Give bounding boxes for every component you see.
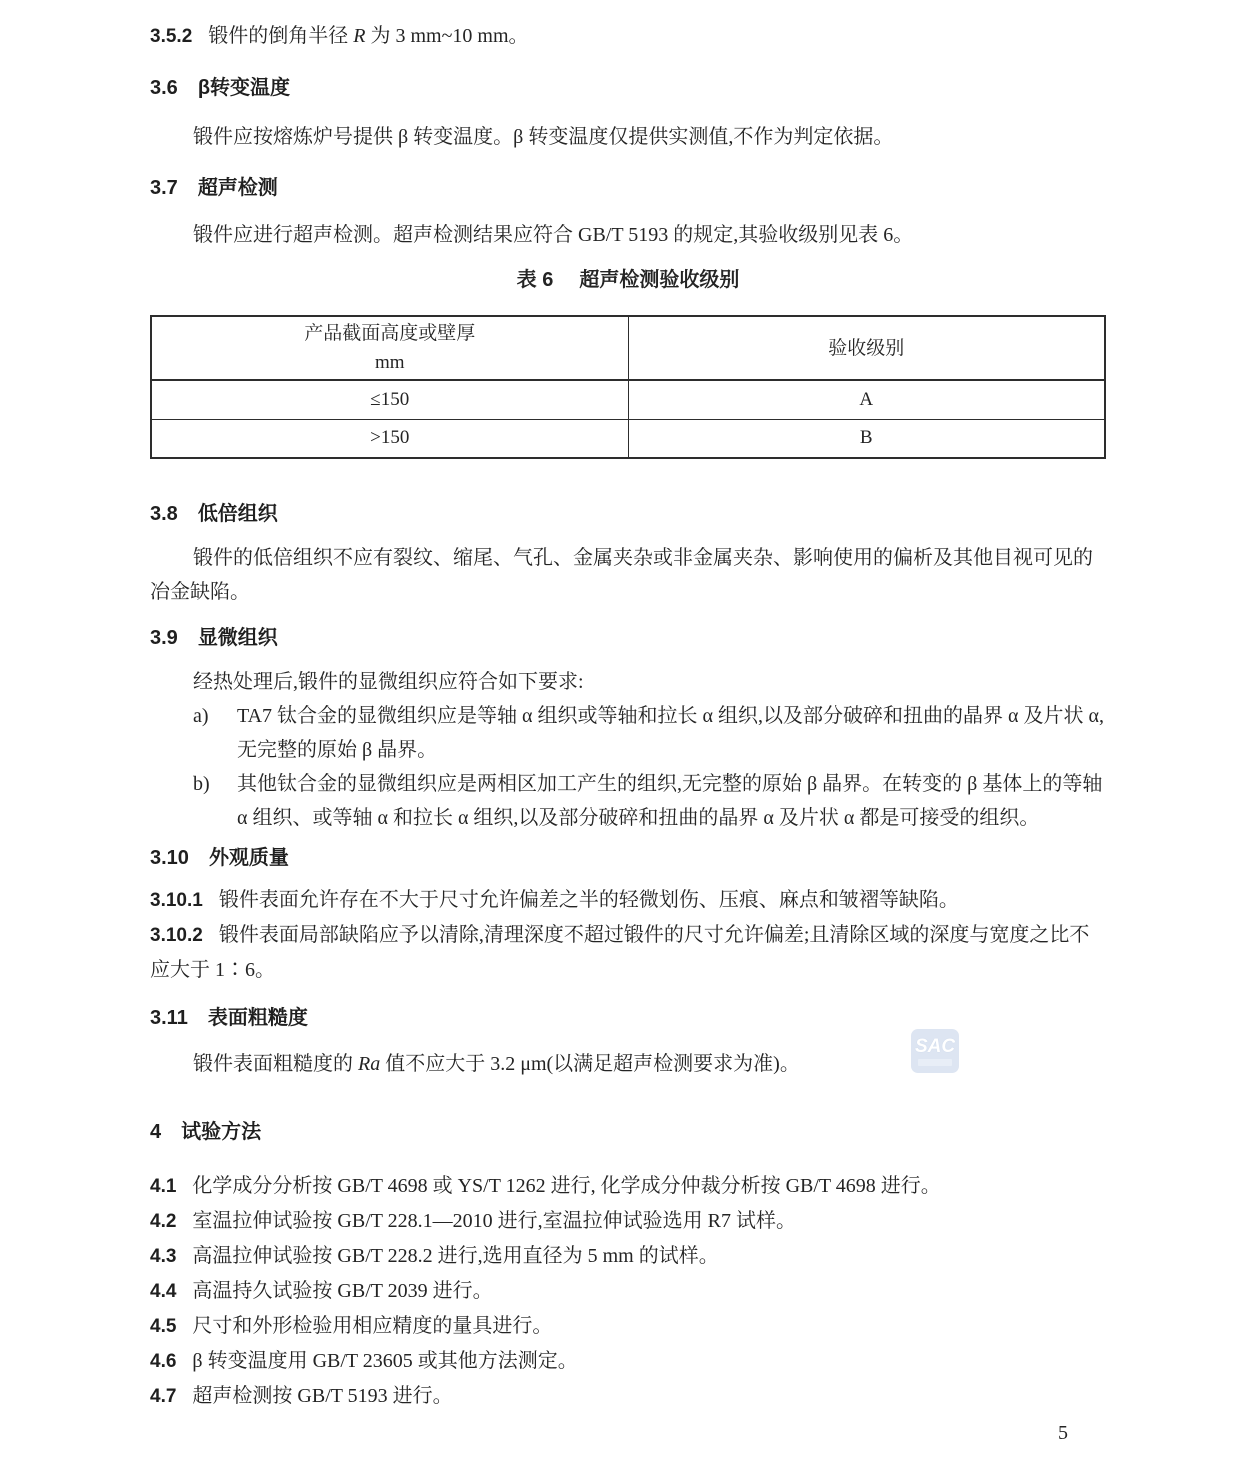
sac-watermark-bar [918,1059,952,1066]
clause-text: 室温拉伸试验按 GB/T 228.1—2010 进行,室温拉伸试验选用 R7 试样。 [192,1210,796,1232]
clause-number: 4.7 [150,1386,177,1407]
clause-number: 4.3 [150,1246,177,1267]
section-number: 3.6 [150,77,178,99]
clause-text: 超声检测按 GB/T 5193 进行。 [192,1385,453,1407]
clause-3-10-2 [150,918,1106,987]
section-title: 外观质量 [208,847,289,869]
section-heading-3-10 [150,845,1106,871]
list-text-a: TA7 钛合金的显微组织应是等轴 α 组织或等轴和拉长 α 组织,以及部分破碎和扭曲的晶界 α 及片状 α,无完整的原始 β 晶界。 [237,705,1104,761]
table-6-label: 表 6 [516,269,554,291]
section-number: 4 [150,1121,162,1143]
table-6-col1-header-line2: mm [374,352,405,373]
clause-4-7 [150,1379,1106,1414]
clause-number: 3.10.2 [150,925,203,946]
section-4-clauses [150,1169,1106,1414]
section-number: 3.9 [150,627,178,649]
paragraph-3-9: 经热处理后,锻件的显微组织应符合如下要求: [193,671,584,693]
section-heading-3-8 [150,501,1106,527]
table-6-title: 超声检测验收级别 [579,269,740,291]
table-6-col1-header [151,316,628,380]
clause-text: 高温持久试验按 GB/T 2039 进行。 [192,1280,493,1302]
section-title: 显微组织 [197,627,278,649]
paragraph-3-6: 锻件应按熔炼炉号提供 β 转变温度。β 转变温度仅提供实测值,不作为判定依据。 [193,126,894,148]
table-6-col1-header-line1: 产品截面高度或壁厚 [304,323,476,344]
variable-ra: Ra [358,1053,381,1075]
paragraph-3-7: 锻件应进行超声检测。超声检测结果应符合 GB/T 5193 的规定,其验收级别见表 6。 [193,224,914,246]
page-content [150,22,1106,1414]
section-heading-3-6 [150,75,1106,101]
clause-text: 尺寸和外形检验用相应精度的量具进行。 [192,1315,553,1337]
clause-4-3 [150,1239,1106,1274]
section-number: 3.10 [150,847,189,869]
clause-3-5-2 [150,22,1106,51]
clause-text: 为 3 mm~10 mm。 [365,25,529,47]
clause-3-10-1 [150,883,1106,918]
section-heading-4 [150,1119,1106,1145]
list-label-b: b) [193,773,210,795]
list-item-b [150,767,1106,835]
table-6 [150,315,1106,459]
clause-number: 4.1 [150,1176,177,1197]
clause-number: 4.6 [150,1351,177,1372]
clause-text: 锻件表面局部缺陷应予以清除,清理深度不超过锻件的尺寸允许偏差;且清除区域的深度与宽度之比不应大于 1∶6。 [150,924,1090,981]
section-heading-3-9 [150,625,1106,651]
table-cell: >150 [151,419,628,458]
table-6-col2-header: 验收级别 [628,316,1105,380]
clause-number: 4.4 [150,1281,177,1302]
section-title: 试验方法 [181,1121,262,1143]
table-cell: B [628,419,1105,458]
list-label-a: a) [193,705,209,727]
list-item-a [150,699,1106,767]
section-number: 3.7 [150,177,178,199]
paragraph-text: 锻件表面粗糙度的 [193,1053,358,1075]
section-title: 低倍组织 [197,503,278,525]
clause-text: 锻件的倒角半径 [208,25,354,47]
section-title: 表面粗糙度 [207,1007,308,1029]
clause-text: 锻件表面允许存在不大于尺寸允许偏差之半的轻微划伤、压痕、麻点和皱褶等缺陷。 [218,889,959,911]
clause-number: 3.10.1 [150,890,203,911]
clause-4-1 [150,1169,1106,1204]
section-heading-3-7 [150,175,1106,201]
clause-4-5 [150,1309,1106,1344]
clause-4-6 [150,1344,1106,1379]
page-number: 5 [1058,1422,1068,1444]
table-cell: A [628,380,1105,419]
section-number: 3.11 [150,1007,188,1029]
sac-watermark-label: SAC [914,1035,956,1057]
table-row [151,380,1105,419]
list-text-b: 其他钛合金的显微组织应是两相区加工产生的组织,无完整的原始 β 晶界。在转变的 β 基体上的等轴 α 组织、或等轴 α 和拉长 α 组织,以及部分破碎和扭曲的晶界 α 及片状 α 都是可接受的组织。 [237,773,1103,829]
table-row [151,419,1105,458]
clause-number: 3.5.2 [150,26,193,47]
section-title: β转变温度 [197,77,291,99]
table-6-caption [150,267,1106,293]
paragraph-3-8: 锻件的低倍组织不应有裂纹、缩尾、气孔、金属夹杂或非金属夹杂、影响使用的偏析及其他目视可见的冶金缺陷。 [150,547,1093,603]
clause-text: 化学成分分析按 GB/T 4698 或 YS/T 1262 进行, 化学成分仲裁分析按 GB/T 4698 进行。 [192,1175,941,1197]
clause-text: 高温拉伸试验按 GB/T 228.2 进行,选用直径为 5 mm 的试样。 [192,1245,719,1267]
section-title: 超声检测 [197,177,278,199]
sac-watermark-icon [911,1029,959,1073]
clause-4-4 [150,1274,1106,1309]
clause-4-2 [150,1204,1106,1239]
clause-text: β 转变温度用 GB/T 23605 或其他方法测定。 [192,1350,578,1372]
clause-number: 4.2 [150,1211,177,1232]
table-cell: ≤150 [151,380,628,419]
section-heading-3-11 [150,1005,1106,1031]
paragraph-text: 值不应大于 3.2 μm(以满足超声检测要求为准)。 [380,1053,800,1075]
section-number: 3.8 [150,503,178,525]
clause-number: 4.5 [150,1316,177,1337]
variable-r: R [353,25,366,47]
table-6-header-row [151,316,1105,380]
paragraph-3-11 [150,1047,1106,1081]
